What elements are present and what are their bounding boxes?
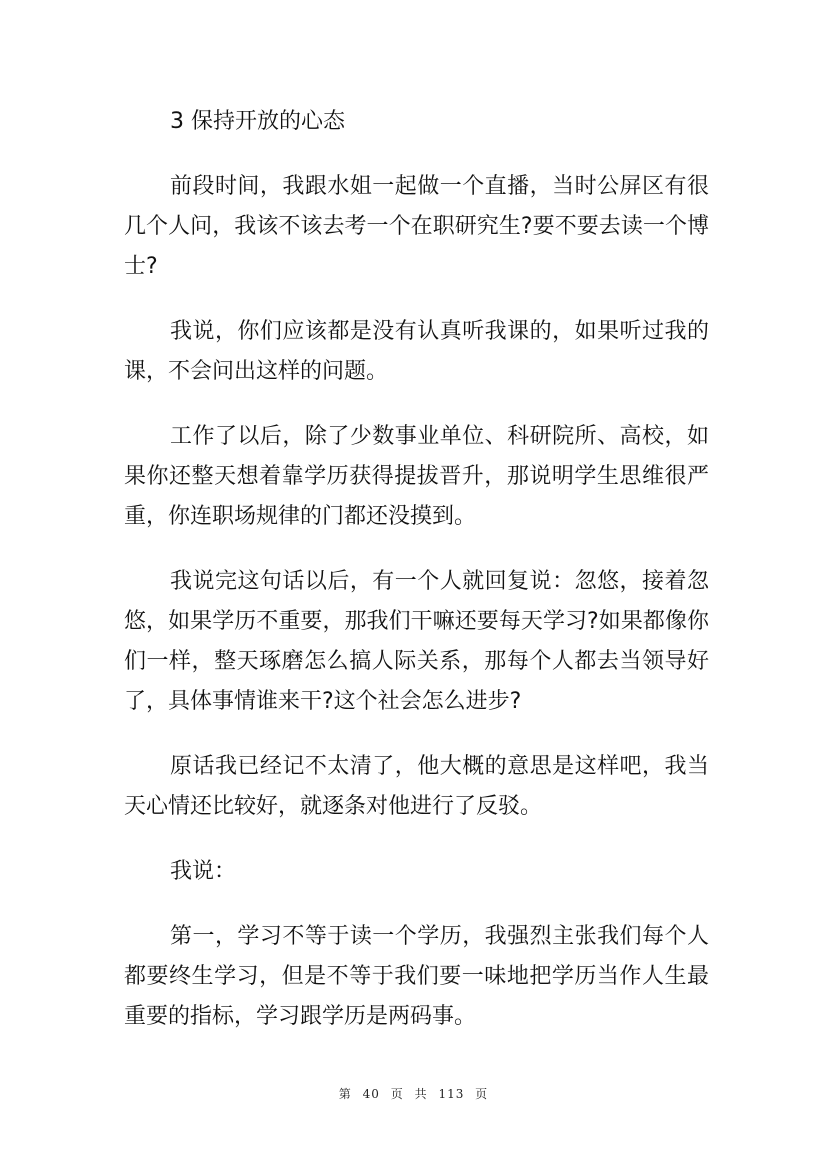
paragraph: 工作了以后，除了少数事业单位、科研院所、高校，如果你还整天想着靠学历获得提拔晋升，那说明学生思维很严重，你连职场规律的门都还没摸到。 xyxy=(124,424,709,529)
paragraph: 原话我已经记不太清了，他大概的意思是这样吧，我当天心情还比较好，就逐条对他进行了反驳。 xyxy=(124,754,709,819)
footer-total-word: 共 xyxy=(414,1087,428,1101)
footer-suffix: 页 xyxy=(475,1087,489,1101)
total-page-count: 113 xyxy=(438,1087,465,1101)
paragraph: 前段时间，我跟水姐一起做一个直播，当时公屏区有很几个人问，我该不该去考一个在职研究生?要不要去读一个博士? xyxy=(124,174,709,279)
document-body xyxy=(124,102,709,1062)
current-page-number: 40 xyxy=(362,1087,380,1101)
paragraph: 第一，学习不等于读一个学历，我强烈主张我们每个人都要终生学习，但是不等于我们要一味地把学历当作人生最重要的指标，学习跟学历是两码事。 xyxy=(124,924,709,1029)
section-heading: 3 保持开放的心态 xyxy=(170,109,345,134)
footer-prefix: 第 xyxy=(338,1087,352,1101)
paragraph: 我说完这句话以后，有一个人就回复说：忽悠，接着忽悠，如果学历不重要，那我们干嘛还要每天学习?如果都像你们一样，整天琢磨怎么搞人际关系，那每个人都去当领导好了，具体事情谁来干?这个社会怎么进步? xyxy=(124,569,709,714)
paragraph: 我说，你们应该都是没有认真听我课的，如果听过我的课，不会问出这样的问题。 xyxy=(124,319,709,384)
footer-page-word: 页 xyxy=(390,1087,404,1101)
page-footer xyxy=(0,1085,827,1102)
paragraph: 我说： xyxy=(170,859,237,884)
